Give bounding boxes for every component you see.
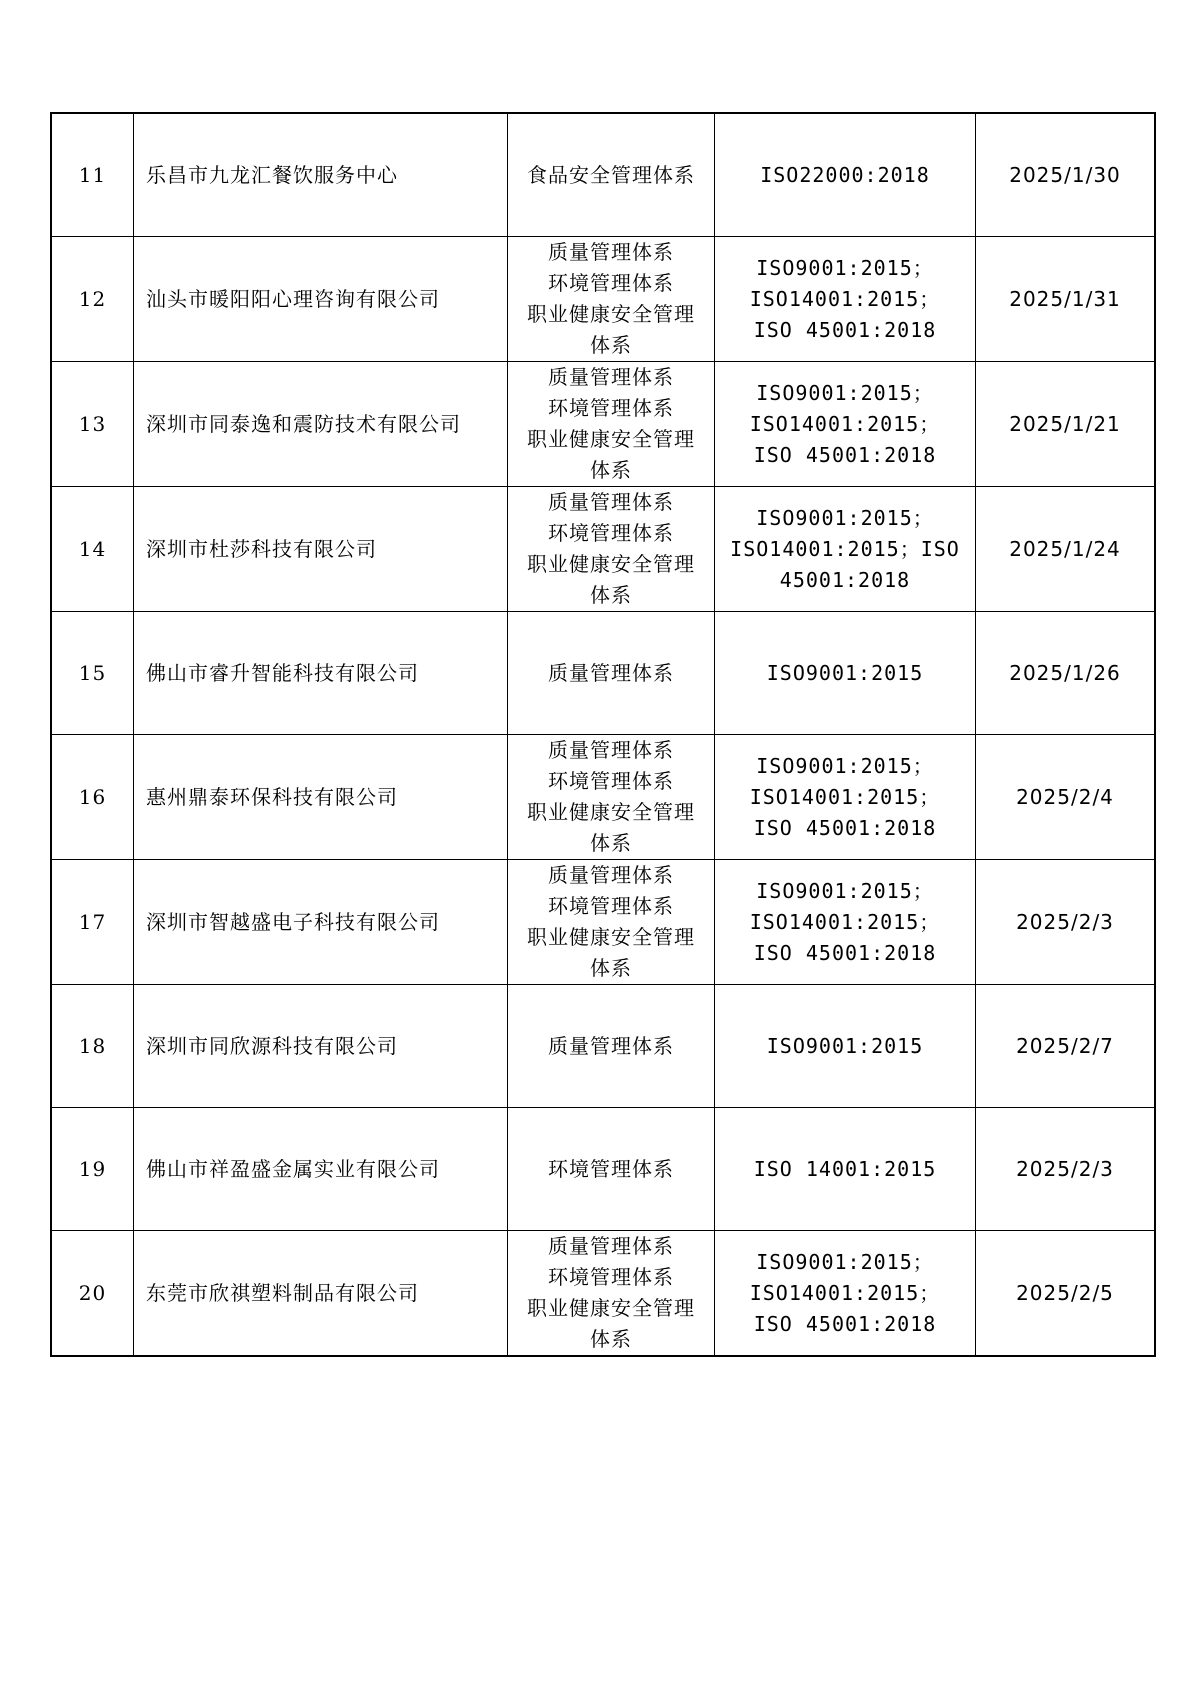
management-system-line: 质量管理体系 (548, 738, 674, 762)
certification-standard (715, 1108, 976, 1231)
table-row (51, 985, 1155, 1108)
table-body (51, 113, 1155, 1356)
certification-standard-line: 45001:2018 (779, 567, 911, 592)
management-system-line: 质量管理体系 (548, 1033, 674, 1058)
certification-standard-line: ISO 14001:2015 (753, 1156, 937, 1181)
company-name: 东莞市欣祺塑料制品有限公司 (134, 1231, 508, 1357)
management-system-line: 职业健康安全管理 (527, 302, 695, 326)
management-system (508, 113, 715, 237)
certification-standard-line: ISO14001:2015； (749, 784, 941, 809)
management-system (508, 1108, 715, 1231)
company-name: 佛山市睿升智能科技有限公司 (134, 612, 508, 735)
management-system-line: 职业健康安全管理 (527, 427, 695, 451)
company-name: 深圳市杜莎科技有限公司 (134, 487, 508, 612)
certification-standard (715, 237, 976, 362)
issue-date: 2025/1/30 (976, 113, 1156, 237)
table-row (51, 1108, 1155, 1231)
management-system-line: 环境管理体系 (548, 1156, 674, 1181)
management-system-line: 环境管理体系 (548, 396, 674, 420)
company-name: 汕头市暖阳阳心理咨询有限公司 (134, 237, 508, 362)
certification-standard-line: ISO9001:2015； (756, 878, 934, 903)
certification-standard-line: ISO14001:2015； (749, 411, 941, 436)
management-system (508, 860, 715, 985)
management-system (508, 362, 715, 487)
row-number: 15 (51, 612, 134, 735)
certification-standard (715, 487, 976, 612)
certification-standard-line: ISO9001:2015 (766, 1033, 924, 1058)
management-system-line: 环境管理体系 (548, 271, 674, 295)
company-name: 乐昌市九龙汇餐饮服务中心 (134, 113, 508, 237)
management-system-line: 职业健康安全管理 (527, 800, 695, 824)
row-number: 16 (51, 735, 134, 860)
issue-date: 2025/1/26 (976, 612, 1156, 735)
management-system-line: 体系 (590, 458, 632, 482)
certification-standard (715, 362, 976, 487)
management-system-line: 环境管理体系 (548, 769, 674, 793)
management-system-line: 职业健康安全管理 (527, 925, 695, 949)
row-number: 14 (51, 487, 134, 612)
company-name: 深圳市同泰逸和震防技术有限公司 (134, 362, 508, 487)
certification-standard-line: ISO22000:2018 (760, 162, 930, 187)
issue-date: 2025/2/5 (976, 1231, 1156, 1357)
company-name: 惠州鼎泰环保科技有限公司 (134, 735, 508, 860)
table-row (51, 735, 1155, 860)
certification-standard (715, 113, 976, 237)
company-name: 深圳市智越盛电子科技有限公司 (134, 860, 508, 985)
issue-date: 2025/1/21 (976, 362, 1156, 487)
management-system-line: 环境管理体系 (548, 1265, 674, 1289)
management-system-line: 质量管理体系 (548, 1234, 674, 1258)
certification-standard-line: ISO9001:2015； (756, 753, 934, 778)
management-system-line: 质量管理体系 (548, 490, 674, 514)
certification-standard-line: ISO14001:2015；ISO (730, 536, 960, 561)
issue-date: 2025/2/7 (976, 985, 1156, 1108)
management-system-line: 质量管理体系 (548, 863, 674, 887)
table-row (51, 612, 1155, 735)
certification-standard-line: ISO 45001:2018 (753, 442, 937, 467)
certification-standard-line: ISO9001:2015； (756, 1249, 934, 1274)
table-row (51, 237, 1155, 362)
management-system-line: 体系 (590, 583, 632, 607)
table-row (51, 113, 1155, 237)
certification-standard-line: ISO9001:2015； (756, 505, 934, 530)
row-number: 11 (51, 113, 134, 237)
table-row (51, 1231, 1155, 1357)
issue-date: 2025/1/31 (976, 237, 1156, 362)
certification-standard-line: ISO14001:2015； (749, 286, 941, 311)
company-name: 佛山市祥盈盛金属实业有限公司 (134, 1108, 508, 1231)
issue-date: 2025/2/3 (976, 860, 1156, 985)
company-name: 深圳市同欣源科技有限公司 (134, 985, 508, 1108)
management-system-line: 质量管理体系 (548, 660, 674, 685)
table-row (51, 487, 1155, 612)
management-system (508, 735, 715, 860)
management-system-line: 食品安全管理体系 (527, 162, 695, 187)
issue-date: 2025/2/3 (976, 1108, 1156, 1231)
management-system-line: 体系 (590, 956, 632, 980)
certification-standard (715, 735, 976, 860)
certification-standard-line: ISO14001:2015； (749, 909, 941, 934)
management-system-line: 质量管理体系 (548, 240, 674, 264)
table-row (51, 362, 1155, 487)
certification-standard-line: ISO 45001:2018 (753, 815, 937, 840)
management-system-line: 职业健康安全管理 (527, 1296, 695, 1320)
management-system (508, 612, 715, 735)
management-system (508, 985, 715, 1108)
management-system-line: 体系 (590, 1327, 632, 1351)
certification-standard (715, 612, 976, 735)
management-system-line: 环境管理体系 (548, 521, 674, 545)
management-system-line: 环境管理体系 (548, 894, 674, 918)
certification-standard (715, 985, 976, 1108)
row-number: 20 (51, 1231, 134, 1357)
certification-table (50, 112, 1156, 1357)
certification-standard-line: ISO14001:2015； (749, 1280, 941, 1305)
row-number: 13 (51, 362, 134, 487)
certification-standard (715, 1231, 976, 1357)
table-row (51, 860, 1155, 985)
certification-standard-line: ISO 45001:2018 (753, 940, 937, 965)
row-number: 17 (51, 860, 134, 985)
management-system-line: 体系 (590, 333, 632, 357)
issue-date: 2025/2/4 (976, 735, 1156, 860)
certification-standard-line: ISO9001:2015 (766, 660, 924, 685)
row-number: 12 (51, 237, 134, 362)
certification-standard-line: ISO9001:2015； (756, 255, 934, 280)
certification-standard (715, 860, 976, 985)
certification-standard-line: ISO 45001:2018 (753, 1311, 937, 1336)
management-system (508, 237, 715, 362)
certification-standard-line: ISO9001:2015； (756, 380, 934, 405)
management-system (508, 1231, 715, 1357)
management-system-line: 质量管理体系 (548, 365, 674, 389)
management-system-line: 体系 (590, 831, 632, 855)
issue-date: 2025/1/24 (976, 487, 1156, 612)
certification-standard-line: ISO 45001:2018 (753, 317, 937, 342)
management-system-line: 职业健康安全管理 (527, 552, 695, 576)
management-system (508, 487, 715, 612)
row-number: 18 (51, 985, 134, 1108)
row-number: 19 (51, 1108, 134, 1231)
